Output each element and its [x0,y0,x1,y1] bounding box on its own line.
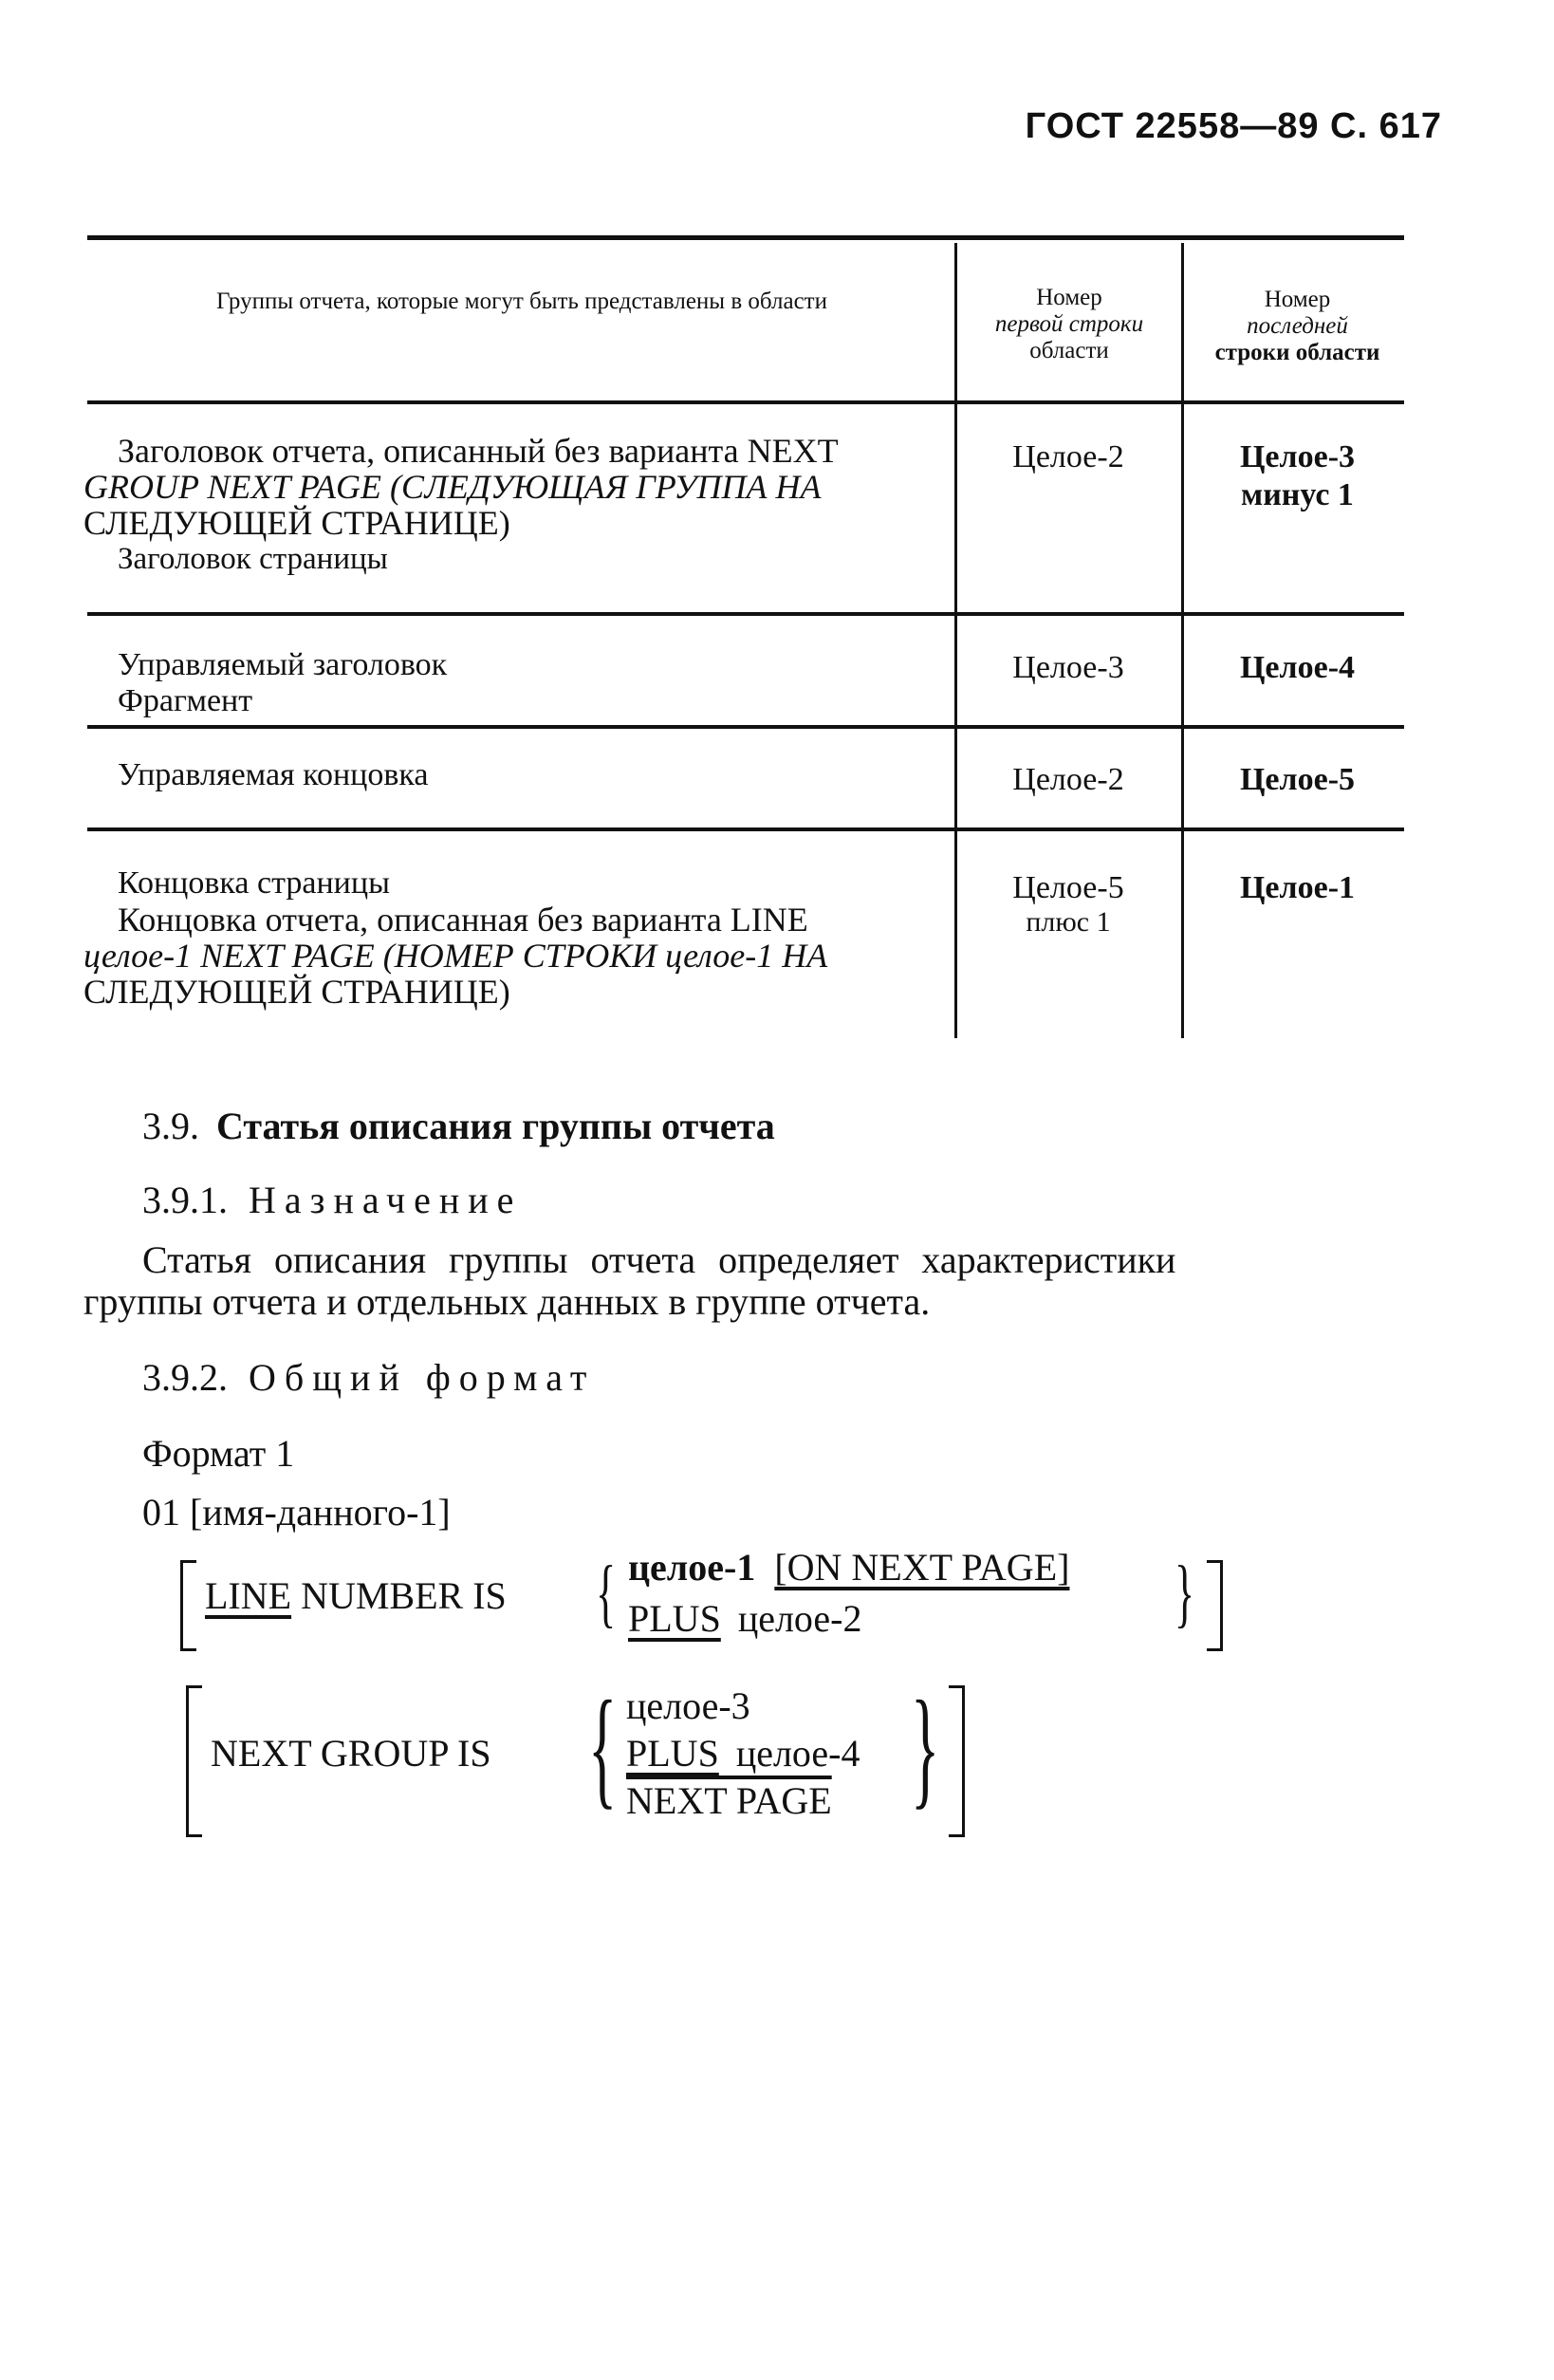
right-bracket-group [949,1685,965,1837]
table-top-rule [87,235,1404,240]
column-divider-1 [954,243,957,1038]
page-header: ГОСТ 22558—89 С. 617 [1025,106,1442,146]
table-row-2-desc: Управляемый заголовок Фрагмент [118,647,448,718]
row-divider-3 [87,827,1404,831]
left-bracket-line [180,1560,196,1651]
syntax-line-keyword: LINE NUMBER IS [205,1574,507,1617]
syntax-group-option-next-page: NEXT PAGE [626,1779,832,1822]
table-row-4-first: Целое-5 плюс 1 [1012,870,1124,938]
table-row-1-first: Целое-2 [1012,439,1124,474]
format-line: 01 [имя-данного-1] [142,1491,451,1534]
syntax-option-int1: целое-1 [ON NEXT PAGE] [628,1546,1070,1589]
syntax-next-group-keyword: NEXT GROUP IS [211,1732,491,1775]
syntax-group-option-int3: целое-3 [626,1684,750,1727]
table-row-1-last: Целое-3 минус 1 [1239,439,1356,512]
section-heading: 3.9. Статья описания группы отчета [142,1105,775,1147]
row-divider-2 [87,725,1404,729]
left-brace-group: { [588,1674,618,1821]
right-bracket-line [1207,1560,1223,1651]
table-row-1-desc: Заголовок отчета, описанный без варианта NEXT GROUP NEXT PAGE (СЛЕДУЮЩАЯ ГРУППА НА СЛЕДУЮЩЕЙ СТРАНИЦЕ) Заголовок страницы [83,432,839,576]
table-row-3-desc: Управляемая концовка [118,757,429,792]
table-row-4-desc: Концовка страницы Концовка отчета, описанная без варианта LINE целое-1 NEXT PAGE (НОМЕР СТРОКИ целое-1 НА СЛЕДУЮЩЕЙ СТРАНИЦЕ) [83,865,828,1011]
table-row-2-last: Целое-4 [1239,650,1356,685]
row-divider-1 [87,612,1404,616]
left-brace-line: { [596,1552,617,1635]
right-brace-group: } [911,1674,940,1821]
syntax-option-plus-int2: PLUS целое-2 [628,1597,862,1640]
right-brace-line: } [1175,1552,1195,1635]
column-divider-2 [1181,243,1184,1038]
table-row-4-last: Целое-1 [1239,870,1356,905]
syntax-group-option-plus-int4: PLUS целое-4 [626,1732,860,1775]
paragraph: Статья описания группы отчета определяет характеристики группы отчета и отдельных данных в группе отчета. [83,1238,1176,1323]
table-header-rule [87,400,1404,404]
table-row-3-first: Целое-2 [1012,762,1124,797]
left-bracket-group [186,1685,202,1837]
format-label: Формат 1 [142,1432,295,1475]
subsection-heading-format: 3.9.2. Общий формат [142,1356,596,1399]
table-row-2-first: Целое-3 [1012,650,1124,685]
col-header-last-line: Номер последней строки области [1214,287,1380,365]
subsection-heading-purpose: 3.9.1. Назначение [142,1179,523,1221]
table-row-3-last: Целое-5 [1239,762,1356,797]
col-header-groups: Группы отчета, которые могут быть представлены в области [216,288,827,314]
col-header-first-line: Номер первой строки области [994,285,1144,363]
